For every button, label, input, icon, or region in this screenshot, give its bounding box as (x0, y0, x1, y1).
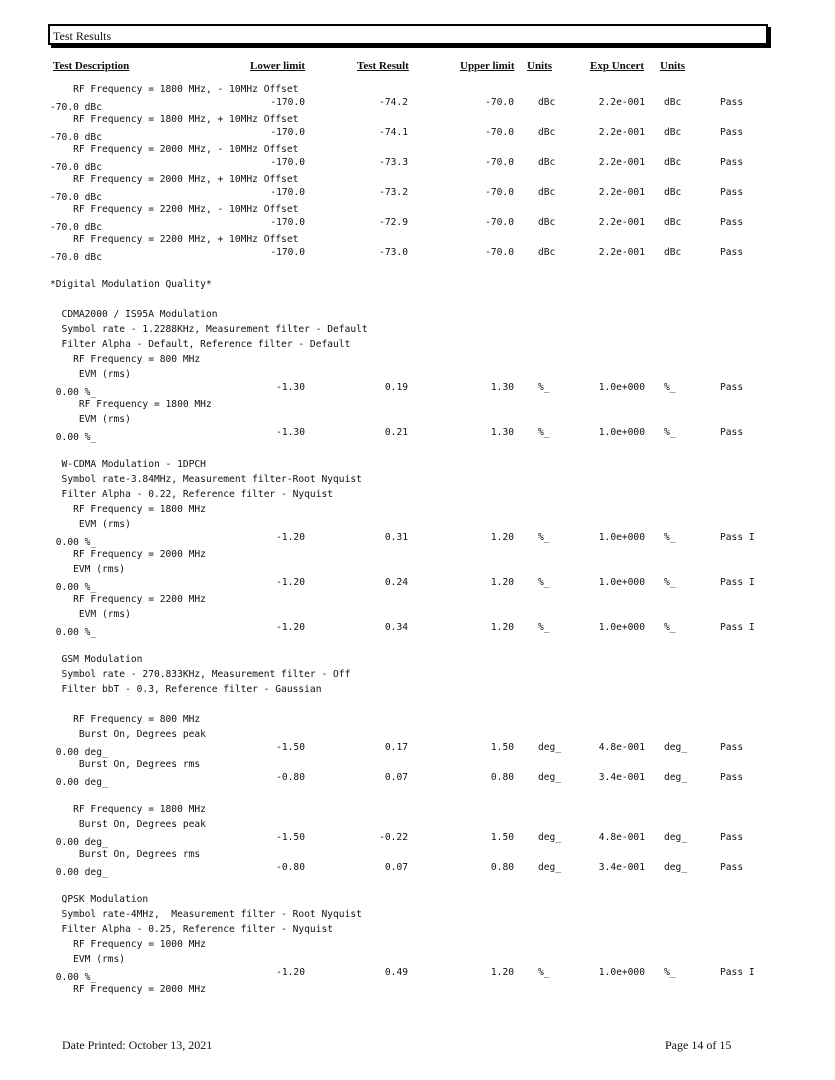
header-test-description: Test Description (53, 60, 130, 72)
cell-status: Pass I (720, 532, 755, 543)
header-lower-limit: Lower limit (250, 60, 306, 72)
cell-units: dBc (538, 247, 556, 258)
cell-nominal: -70.0 dBc (50, 132, 102, 143)
description-line: RF Frequency = 2000 MHz (50, 549, 206, 560)
cell-upper-limit: -70.0 (485, 187, 514, 198)
cell-units-2: dBc (664, 217, 682, 228)
description-line: Filter Alpha - 0.25, Reference filter - Nyquist (50, 924, 334, 935)
cell-nominal: 0.00 %_ (50, 537, 97, 548)
cell-nominal: 0.00 deg_ (50, 777, 108, 788)
cell-exp-uncert: 2.2e-001 (598, 217, 645, 228)
cell-upper-limit: 1.50 (490, 742, 514, 753)
cell-lower-limit: -1.20 (276, 532, 305, 543)
cell-lower-limit: -1.20 (276, 577, 305, 588)
description-line: Symbol rate-3.84MHz, Measurement filter-Root Nyquist (50, 474, 362, 485)
cell-test-result: -73.2 (379, 187, 408, 198)
cell-test-result: 0.31 (384, 532, 408, 543)
cell-nominal: -70.0 dBc (50, 162, 102, 173)
cell-units-2: %_ (664, 382, 676, 393)
cell-status: Pass (720, 97, 744, 108)
cell-nominal: -70.0 dBc (50, 192, 102, 203)
cell-units: dBc (538, 187, 556, 198)
cell-exp-uncert: 1.0e+000 (598, 427, 645, 438)
description-line: RF Frequency = 2200 MHz (50, 594, 206, 605)
cell-test-result: -0.22 (379, 832, 408, 843)
description-line: Burst On, Degrees peak (50, 729, 206, 740)
cell-upper-limit: -70.0 (485, 97, 514, 108)
cell-exp-uncert: 3.4e-001 (598, 862, 645, 873)
cell-lower-limit: -1.20 (276, 622, 305, 633)
cell-upper-limit: 1.30 (490, 382, 514, 393)
cell-upper-limit: -70.0 (485, 247, 514, 258)
cell-units: %_ (538, 577, 550, 588)
header-upper-limit: Upper limit (460, 60, 515, 72)
cell-test-result: 0.24 (384, 577, 408, 588)
cell-exp-uncert: 4.8e-001 (598, 832, 645, 843)
description-line: EVM (rms) (50, 564, 126, 575)
header-exp-uncert: Exp Uncert (590, 60, 645, 72)
cell-status: Pass (720, 427, 744, 438)
cell-units-2: dBc (664, 157, 682, 168)
cell-nominal: 0.00 %_ (50, 582, 97, 593)
cell-upper-limit: 1.20 (490, 622, 514, 633)
cell-upper-limit: 1.20 (490, 967, 514, 978)
section-title: Test Results (53, 29, 112, 43)
cell-nominal: 0.00 deg_ (50, 867, 108, 878)
cell-upper-limit: -70.0 (485, 217, 514, 228)
cell-nominal: 0.00 %_ (50, 387, 97, 398)
cell-units: dBc (538, 127, 556, 138)
cell-exp-uncert: 1.0e+000 (598, 532, 645, 543)
cell-test-result: -74.1 (379, 127, 408, 138)
cell-units-2: dBc (664, 97, 682, 108)
cell-exp-uncert: 2.2e-001 (598, 187, 645, 198)
date-printed: Date Printed: October 13, 2021 (62, 1038, 213, 1052)
description-line: QPSK Modulation (50, 894, 149, 905)
cell-exp-uncert: 1.0e+000 (598, 622, 645, 633)
description-line: RF Frequency = 2000 MHz, + 10MHz Offset (50, 174, 299, 185)
cell-status: Pass (720, 772, 744, 783)
cell-exp-uncert: 1.0e+000 (598, 382, 645, 393)
cell-test-result: 0.49 (384, 967, 408, 978)
cell-lower-limit: -1.30 (276, 382, 305, 393)
header-units: Units (527, 60, 553, 72)
cell-lower-limit: -170.0 (270, 157, 305, 168)
cell-nominal: 0.00 %_ (50, 972, 97, 983)
description-line: Symbol rate-4MHz, Measurement filter - Root Nyquist (50, 909, 362, 920)
cell-lower-limit: -170.0 (270, 187, 305, 198)
cell-nominal: 0.00 deg_ (50, 837, 108, 848)
cell-upper-limit: 1.30 (490, 427, 514, 438)
description-line: W-CDMA Modulation - 1DPCH (50, 459, 206, 470)
description-line: RF Frequency = 1800 MHz (50, 804, 206, 815)
cell-status: Pass (720, 742, 744, 753)
description-line: RF Frequency = 1800 MHz, - 10MHz Offset (50, 84, 299, 95)
cell-nominal: 0.00 deg_ (50, 747, 108, 758)
cell-status: Pass I (720, 622, 755, 633)
description-line: Filter Alpha - 0.22, Reference filter - Nyquist (50, 489, 334, 500)
cell-exp-uncert: 3.4e-001 (598, 772, 645, 783)
cell-status: Pass (720, 157, 744, 168)
cell-units: %_ (538, 427, 550, 438)
cell-units-2: %_ (664, 967, 676, 978)
cell-units-2: deg_ (664, 742, 688, 753)
cell-test-result: -74.2 (379, 97, 408, 108)
cell-test-result: -73.0 (379, 247, 408, 258)
cell-exp-uncert: 2.2e-001 (598, 97, 645, 108)
description-line: EVM (rms) (50, 414, 131, 425)
cell-units-2: dBc (664, 187, 682, 198)
cell-lower-limit: -170.0 (270, 247, 305, 258)
cell-test-result: 0.07 (384, 862, 408, 873)
cell-status: Pass (720, 247, 744, 258)
cell-units-2: deg_ (664, 862, 688, 873)
cell-nominal: -70.0 dBc (50, 102, 102, 113)
description-line: Burst On, Degrees peak (50, 819, 206, 830)
cell-nominal: -70.0 dBc (50, 252, 102, 263)
description-line: Filter bbT - 0.3, Reference filter - Gaussian (50, 684, 322, 695)
cell-units: dBc (538, 217, 556, 228)
cell-exp-uncert: 2.2e-001 (598, 247, 645, 258)
cell-units: deg_ (538, 772, 562, 783)
cell-test-result: 0.17 (384, 742, 408, 753)
cell-units: deg_ (538, 742, 562, 753)
description-line: Burst On, Degrees rms (50, 849, 201, 860)
description-line: RF Frequency = 800 MHz (50, 714, 201, 725)
cell-upper-limit: 0.80 (490, 862, 514, 873)
cell-nominal: -70.0 dBc (50, 222, 102, 233)
description-line: RF Frequency = 2200 MHz, + 10MHz Offset (50, 234, 299, 245)
cell-exp-uncert: 2.2e-001 (598, 157, 645, 168)
cell-lower-limit: -170.0 (270, 217, 305, 228)
description-line: RF Frequency = 1000 MHz (50, 939, 206, 950)
cell-status: Pass (720, 832, 744, 843)
description-line: Burst On, Degrees rms (50, 759, 201, 770)
cell-nominal: 0.00 %_ (50, 627, 97, 638)
cell-test-result: -72.9 (379, 217, 408, 228)
cell-lower-limit: -1.30 (276, 427, 305, 438)
cell-units: %_ (538, 967, 550, 978)
header-units-2: Units (660, 60, 686, 72)
description-line: RF Frequency = 2000 MHz, - 10MHz Offset (50, 144, 299, 155)
description-line: GSM Modulation (50, 654, 143, 665)
header-test-result: Test Result (357, 60, 409, 72)
description-line: EVM (rms) (50, 369, 131, 380)
description-line: CDMA2000 / IS95A Modulation (50, 309, 218, 320)
cell-upper-limit: 0.80 (490, 772, 514, 783)
cell-status: Pass (720, 862, 744, 873)
description-line: EVM (rms) (50, 609, 131, 620)
description-line: Symbol rate - 1.2288KHz, Measurement filter - Default (50, 324, 368, 335)
cell-exp-uncert: 2.2e-001 (598, 127, 645, 138)
cell-status: Pass (720, 187, 744, 198)
cell-exp-uncert: 1.0e+000 (598, 967, 645, 978)
cell-test-result: 0.34 (384, 622, 408, 633)
cell-lower-limit: -0.80 (276, 862, 305, 873)
cell-units: deg_ (538, 862, 562, 873)
cell-upper-limit: 1.50 (490, 832, 514, 843)
cell-units: dBc (538, 97, 556, 108)
cell-lower-limit: -170.0 (270, 127, 305, 138)
cell-units: deg_ (538, 832, 562, 843)
cell-status: Pass (720, 217, 744, 228)
cell-units-2: dBc (664, 127, 682, 138)
cell-test-result: 0.19 (384, 382, 408, 393)
cell-exp-uncert: 1.0e+000 (598, 577, 645, 588)
cell-units-2: %_ (664, 427, 676, 438)
cell-exp-uncert: 4.8e-001 (598, 742, 645, 753)
cell-units-2: deg_ (664, 832, 688, 843)
cell-status: Pass I (720, 577, 755, 588)
cell-status: Pass (720, 382, 744, 393)
cell-upper-limit: 1.20 (490, 532, 514, 543)
description-line: EVM (rms) (50, 519, 131, 530)
section-title-box (48, 24, 768, 45)
cell-units: dBc (538, 157, 556, 168)
cell-test-result: 0.07 (384, 772, 408, 783)
cell-lower-limit: -1.50 (276, 832, 305, 843)
description-line: RF Frequency = 1800 MHz (50, 504, 206, 515)
cell-upper-limit: -70.0 (485, 127, 514, 138)
description-line: Filter Alpha - Default, Reference filter - Default (50, 339, 351, 350)
description-line: EVM (rms) (50, 954, 126, 965)
description-line: RF Frequency = 2200 MHz, - 10MHz Offset (50, 204, 299, 215)
description-line: RF Frequency = 800 MHz (50, 354, 201, 365)
cell-lower-limit: -1.50 (276, 742, 305, 753)
cell-status: Pass (720, 127, 744, 138)
cell-upper-limit: 1.20 (490, 577, 514, 588)
cell-units-2: %_ (664, 532, 676, 543)
description-line: *Digital Modulation Quality* (50, 279, 212, 290)
cell-test-result: 0.21 (384, 427, 408, 438)
cell-upper-limit: -70.0 (485, 157, 514, 168)
cell-units: %_ (538, 382, 550, 393)
cell-nominal: 0.00 %_ (50, 432, 97, 443)
cell-lower-limit: -1.20 (276, 967, 305, 978)
cell-units-2: dBc (664, 247, 682, 258)
cell-units-2: %_ (664, 577, 676, 588)
description-line: Symbol rate - 270.833KHz, Measurement filter - Off (50, 669, 351, 680)
cell-units-2: %_ (664, 622, 676, 633)
cell-lower-limit: -0.80 (276, 772, 305, 783)
cell-status: Pass I (720, 967, 755, 978)
description-line: RF Frequency = 1800 MHz (50, 399, 212, 410)
cell-units: %_ (538, 622, 550, 633)
cell-units: %_ (538, 532, 550, 543)
cell-lower-limit: -170.0 (270, 97, 305, 108)
cell-units-2: deg_ (664, 772, 688, 783)
page-number: Page 14 of 15 (665, 1038, 732, 1052)
cell-test-result: -73.3 (379, 157, 408, 168)
description-line: RF Frequency = 1800 MHz, + 10MHz Offset (50, 114, 299, 125)
description-line: RF Frequency = 2000 MHz (50, 984, 206, 995)
